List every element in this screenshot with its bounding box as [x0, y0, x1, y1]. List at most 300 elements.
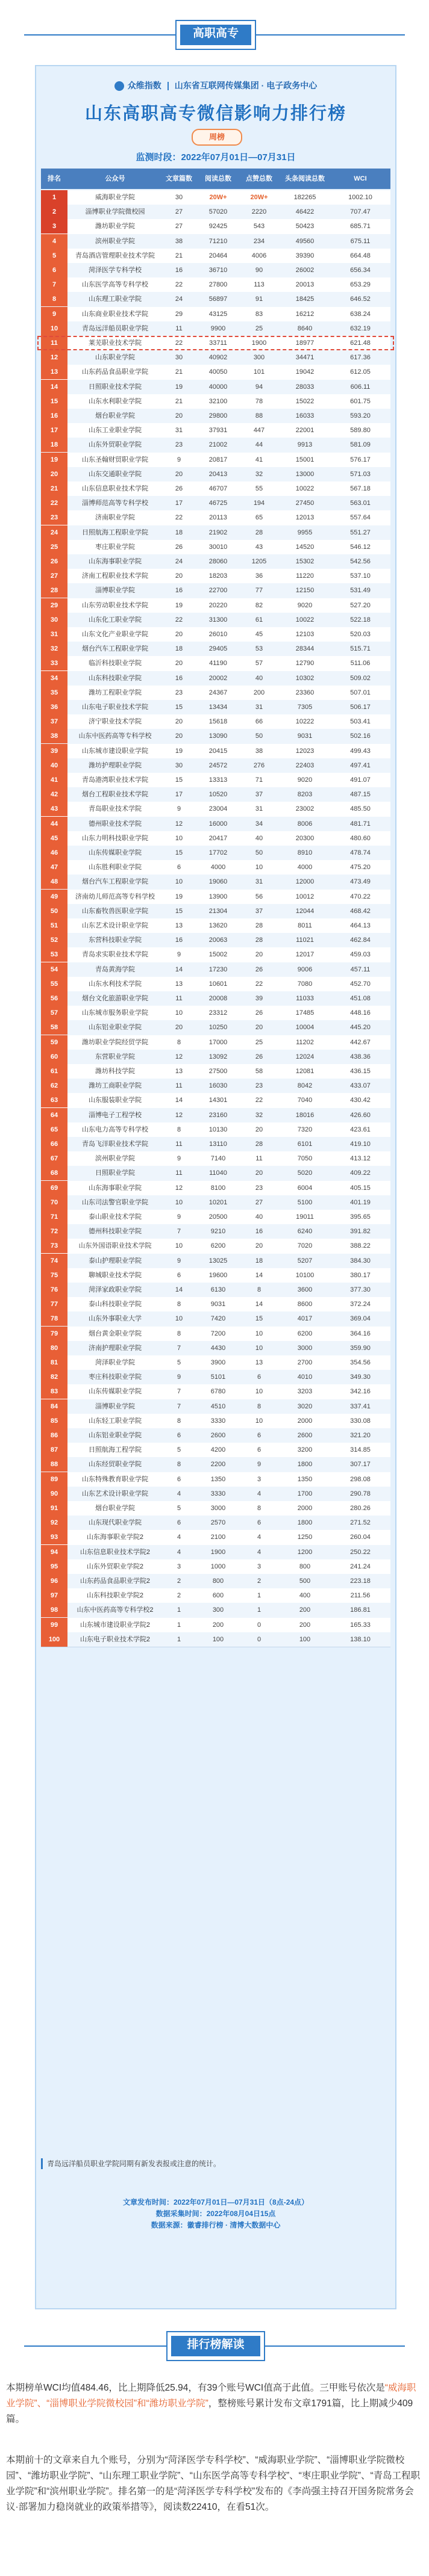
table-cell-lk: 10 — [255, 864, 263, 872]
table-cell-nm: 德州科技职业学院 — [89, 1228, 142, 1236]
table-cell-ha: 10004 — [295, 1024, 315, 1032]
table-cell-wc: 369.04 — [350, 1315, 371, 1323]
table-cell-ar: 11 — [175, 324, 183, 332]
table-cell-ha: 500 — [299, 1577, 311, 1585]
table-cell-ar: 18 — [175, 528, 183, 536]
table-row — [41, 1588, 390, 1603]
table-cell-nm: 山东理工职业学院 — [89, 296, 142, 303]
table-cell-nm: 烟台黄金职业学院 — [89, 1330, 142, 1337]
table-row — [41, 1297, 390, 1312]
table-row — [41, 1632, 390, 1647]
table-row — [41, 1050, 390, 1065]
table-cell-rk: 61 — [41, 1064, 67, 1079]
table-cell-wc: 478.74 — [350, 849, 371, 856]
table-cell-lk: 26 — [255, 1053, 263, 1060]
table-row — [41, 1501, 390, 1516]
table-cell-rk: 28 — [41, 583, 67, 598]
table-cell-ar: 20 — [175, 572, 183, 580]
table-cell-ar: 10 — [175, 878, 183, 886]
table-cell-lk: 32 — [255, 1111, 263, 1119]
table-cell-ar: 23 — [175, 441, 183, 449]
table-cell-wc: 384.30 — [350, 1257, 371, 1265]
table-cell-ha: 1800 — [297, 1519, 313, 1527]
table-cell-ar: 20 — [175, 631, 183, 638]
table-cell-rk: 29 — [41, 598, 67, 613]
table-cell-lk: 37 — [255, 791, 263, 799]
table-cell-wc: 511.06 — [350, 660, 371, 667]
table-cell-rd: 1000 — [210, 1562, 226, 1570]
table-row — [41, 1268, 390, 1283]
table-cell-ar: 19 — [175, 893, 183, 900]
table-cell-lk: 28 — [255, 528, 263, 536]
table-cell-rk: 24 — [41, 525, 67, 540]
table-cell-ar: 5 — [177, 1505, 181, 1512]
table-cell-rk: 44 — [41, 817, 67, 831]
table-cell-ha: 3600 — [297, 1286, 313, 1293]
table-cell-nm: 青岛飞洋职业技术学院 — [82, 1141, 148, 1148]
table-cell-lk: 26 — [255, 1009, 263, 1017]
table-row — [41, 1035, 390, 1050]
table-cell-wc: 470.22 — [350, 893, 371, 900]
table-cell-nm: 日照职业技术学院 — [89, 383, 142, 391]
table-cell-lk: 40 — [255, 674, 263, 682]
table-cell-nm: 潍坊工商职业学院 — [89, 1082, 142, 1090]
table-cell-wc: 342.16 — [350, 1388, 371, 1396]
table-row — [41, 554, 390, 569]
table-cell-ar: 23 — [175, 689, 183, 696]
table-cell-rk: 71 — [41, 1210, 67, 1224]
table-row — [41, 365, 390, 380]
table-cell-ar: 9 — [177, 805, 181, 813]
table-cell-lk: 38 — [255, 747, 263, 755]
table-cell-rk: 58 — [41, 1020, 67, 1035]
table-cell-ar: 38 — [175, 237, 183, 245]
table-cell-rk: 9 — [41, 307, 67, 321]
table-cell-wc: 442.67 — [350, 1038, 371, 1046]
table-row — [41, 1283, 390, 1298]
table-cell-wc: 354.56 — [350, 1359, 371, 1366]
table-cell-nm: 烟台汽车工程职业学院 — [82, 645, 148, 653]
table-row — [41, 1137, 390, 1152]
table-cell-nm: 青岛远洋船员职业学院 — [82, 324, 148, 332]
table-cell-nm: 德州职业技术学院 — [89, 820, 142, 828]
table-row — [41, 234, 390, 249]
table-cell-rk: 97 — [41, 1588, 67, 1603]
table-cell-rk: 57 — [41, 1006, 67, 1020]
table-cell-rd: 46707 — [208, 485, 228, 492]
table-cell-ha: 39390 — [295, 252, 315, 259]
table-cell-rd: 33711 — [209, 339, 227, 347]
table-cell-ar: 9 — [177, 951, 181, 959]
table-row — [41, 627, 390, 642]
table-cell-rd: 9210 — [210, 1228, 226, 1236]
table-cell-lk: 77 — [255, 587, 263, 595]
table-cell-lk: 28 — [255, 937, 263, 944]
table-cell-ha: 7020 — [297, 1242, 313, 1250]
table-cell-rk: 95 — [41, 1559, 67, 1574]
table-cell-rd: 2570 — [210, 1519, 226, 1527]
table-cell-lk: 300 — [253, 354, 265, 362]
table-cell-rk: 83 — [41, 1384, 67, 1399]
table-cell-wc: 464.13 — [350, 922, 371, 929]
table-cell-rk: 39 — [41, 744, 67, 758]
table-row — [41, 729, 390, 744]
table-cell-wc: 349.30 — [350, 1373, 371, 1381]
table-cell-ha: 9020 — [297, 601, 313, 609]
table-row — [41, 1355, 390, 1370]
column-header: 排名 — [48, 175, 61, 182]
table-row — [41, 1210, 390, 1225]
table-cell-rk: 3 — [41, 219, 67, 234]
table-cell-ar: 17 — [175, 500, 183, 507]
table-cell-wc: 601.75 — [350, 397, 371, 405]
table-cell-ar: 4 — [177, 1490, 181, 1497]
table-cell-wc: 260.04 — [350, 1534, 371, 1541]
table-row — [41, 277, 390, 293]
table-cell-ar: 15 — [175, 776, 183, 784]
table-cell-lk: 8 — [257, 1505, 261, 1512]
table-cell-nm: 济南职业学院 — [95, 514, 135, 522]
table-cell-lk: 3 — [257, 1475, 261, 1483]
table-cell-nm: 山东工业职业学院 — [89, 427, 142, 435]
table-cell-rk: 31 — [41, 627, 67, 642]
table-cell-nm: 烟台职业学院 — [95, 1505, 135, 1512]
table-cell-lk: 101 — [253, 368, 265, 376]
table-cell-lk: 50 — [255, 849, 263, 856]
table-cell-rk: 35 — [41, 686, 67, 700]
table-cell-rk: 37 — [41, 714, 67, 729]
table-cell-ha: 9955 — [297, 528, 313, 536]
table-cell-rd: 3330 — [210, 1490, 226, 1497]
table-cell-rk: 26 — [41, 554, 67, 569]
table-row — [41, 394, 390, 409]
table-cell-rk: 30 — [41, 613, 67, 627]
table-cell-rk: 80 — [41, 1341, 67, 1355]
table-cell-ha: 10100 — [295, 1271, 315, 1279]
table-cell-rk: 15 — [41, 394, 67, 409]
table-cell-rk: 38 — [41, 729, 67, 743]
table-cell-ha: 12024 — [295, 1053, 315, 1060]
table-cell-wc: 448.16 — [350, 1009, 371, 1017]
table-cell-rd: 17000 — [208, 1038, 228, 1046]
table-row — [41, 1064, 390, 1079]
table-cell-wc: 491.07 — [350, 776, 371, 784]
table-cell-rk: 46 — [41, 846, 67, 860]
table-cell-rk: 47 — [41, 860, 67, 875]
table-row — [41, 1399, 390, 1414]
table-cell-rd: 23312 — [208, 1009, 228, 1017]
table-cell-lk: 83 — [255, 310, 263, 318]
table-cell-lk: 2 — [257, 1577, 261, 1585]
table-cell-rd: 24572 — [208, 761, 228, 769]
table-cell-rd: 23160 — [208, 1111, 228, 1119]
table-row — [41, 787, 390, 802]
table-cell-ha: 8006 — [297, 820, 313, 828]
table-cell-nm: 山东海事职业学院 — [89, 558, 142, 565]
table-cell-rk: 99 — [41, 1618, 67, 1632]
table-cell-wc: 497.41 — [350, 761, 371, 769]
table-cell-ar: 19 — [175, 601, 183, 609]
table-row — [41, 321, 390, 336]
table-cell-ha: 20300 — [295, 834, 315, 842]
table-cell-nm: 山东城市建设职业学院2 — [80, 1621, 151, 1629]
table-row — [41, 1108, 390, 1123]
table-cell-rk: 62 — [41, 1079, 67, 1093]
table-cell-wc: 337.41 — [350, 1402, 371, 1410]
table-cell-ha: 10222 — [295, 718, 315, 726]
table-cell-lk: 20 — [255, 951, 263, 959]
table-cell-ar: 30 — [175, 194, 183, 201]
table-cell-nm: 淄博电子工程学校 — [89, 1111, 142, 1119]
table-cell-rk: 89 — [41, 1472, 67, 1487]
table-cell-ar: 18 — [175, 645, 183, 653]
table-cell-lk: 234 — [253, 237, 265, 245]
table-cell-rk: 79 — [41, 1327, 67, 1341]
table-cell-lk: 10 — [255, 1344, 263, 1352]
table-cell-ha: 400 — [299, 1592, 311, 1600]
table-cell-rk: 73 — [41, 1239, 67, 1253]
table-cell-ar: 9 — [177, 1155, 181, 1163]
table-cell-rk: 53 — [41, 947, 67, 962]
table-cell-rd: 10201 — [208, 1198, 228, 1206]
table-cell-ar: 8 — [177, 1125, 181, 1133]
table-cell-rk: 13 — [41, 365, 67, 379]
table-cell-nm: 山东电力高等专科学校 — [82, 1125, 148, 1133]
table-cell-ar: 1 — [177, 1635, 181, 1643]
table-row — [41, 510, 390, 525]
table-cell-rd: 13313 — [208, 776, 228, 784]
table-cell-lk: 15 — [255, 1315, 263, 1323]
table-cell-nm: 山东外贸职业学院2 — [86, 1562, 144, 1570]
table-cell-rk: 34 — [41, 671, 67, 686]
table-cell-ha: 5207 — [297, 1257, 313, 1265]
table-cell-lk: 11 — [255, 1155, 263, 1163]
table-cell-lk: 90 — [255, 267, 263, 274]
table-cell-ha: 10022 — [295, 485, 315, 492]
table-cell-ha: 4017 — [297, 1315, 313, 1323]
table-cell-ar: 24 — [175, 296, 183, 303]
table-cell-ar: 20 — [175, 732, 183, 740]
table-cell-lk: 44 — [255, 441, 263, 449]
table-cell-wc: 656.34 — [350, 267, 371, 274]
table-cell-lk: 6 — [257, 1519, 261, 1527]
table-row — [41, 453, 390, 468]
table-cell-nm: 山东城市服务职业学院 — [82, 1009, 148, 1017]
table-cell-lk: 4 — [257, 1548, 261, 1556]
table-cell-ha: 5100 — [297, 1198, 313, 1206]
table-cell-lk: 543 — [253, 223, 265, 231]
table-cell-ha: 3020 — [297, 1402, 313, 1410]
table-cell-lk: 34 — [255, 820, 263, 828]
table-cell-rd: 4000 — [210, 864, 226, 872]
table-cell-rk: 69 — [41, 1181, 67, 1195]
table-cell-ha: 12150 — [295, 587, 315, 595]
table-cell-ar: 10 — [175, 1198, 183, 1206]
section-title: 高职高专 — [180, 25, 251, 45]
table-cell-rk: 75 — [41, 1268, 67, 1283]
table-cell-ha: 11033 — [296, 995, 314, 1002]
table-cell-lk: 28 — [255, 1141, 263, 1148]
table-cell-nm: 济南幼儿师范高等专科学校 — [75, 893, 155, 900]
table-cell-rd: 31300 — [208, 616, 228, 624]
table-cell-rd: 7140 — [210, 1155, 226, 1163]
table-cell-wc: 211.56 — [350, 1592, 371, 1600]
table-cell-rk: 49 — [41, 890, 67, 904]
table-cell-rk: 54 — [41, 962, 67, 977]
table-cell-rk: 25 — [41, 540, 67, 554]
table-cell-wc: 401.19 — [350, 1198, 371, 1206]
table-row — [41, 1122, 390, 1138]
table-cell-rk: 7 — [41, 277, 67, 292]
table-cell-rd: 16000 — [208, 820, 228, 828]
table-cell-nm: 山东交通职业学院 — [89, 470, 142, 478]
table-cell-rd: 24367 — [208, 689, 228, 696]
table-cell-lk: 78 — [255, 397, 263, 405]
table-cell-rk: 81 — [41, 1355, 67, 1370]
table-cell-ar: 8 — [177, 1461, 181, 1469]
table-cell-lk: 39 — [255, 995, 263, 1002]
table-row — [41, 991, 390, 1006]
table-cell-ar: 31 — [175, 427, 183, 435]
table-row — [41, 1516, 390, 1531]
table-cell-rd: 20464 — [208, 252, 228, 259]
table-cell-rk: 76 — [41, 1283, 67, 1297]
table-cell-ha: 11220 — [296, 572, 314, 580]
table-row — [41, 292, 390, 307]
table-cell-rd: 10601 — [208, 980, 228, 988]
table-cell-nm: 潍坊护理职业学院 — [89, 761, 142, 769]
table-cell-ar: 13 — [175, 922, 183, 929]
table-cell-rd: 20W+ — [209, 194, 227, 201]
table-cell-rk: 45 — [41, 831, 67, 846]
table-cell-lk: 194 — [253, 500, 265, 507]
table-cell-nm: 山东劳动职业技术学院 — [82, 601, 148, 609]
table-cell-ar: 6 — [177, 864, 181, 872]
table-cell-rk: 86 — [41, 1428, 67, 1443]
table-cell-ha: 4010 — [297, 1373, 313, 1381]
table-cell-ha: 13000 — [295, 470, 315, 478]
table-cell-rd: 23004 — [208, 805, 228, 813]
table-cell-rd: 10520 — [208, 791, 228, 799]
table-cell-ar: 9 — [177, 456, 181, 463]
table-cell-rk: 51 — [41, 918, 67, 933]
table-cell-wc: 509.02 — [350, 674, 371, 682]
table-cell-wc: 391.82 — [350, 1228, 371, 1236]
table-cell-rd: 29405 — [208, 645, 228, 653]
table-cell-rd: 100 — [212, 1635, 224, 1643]
table-cell-nm: 山东电子职业技术学院2 — [80, 1635, 151, 1643]
table-cell-rk: 10 — [41, 321, 67, 336]
table-cell-rd: 32100 — [208, 397, 228, 405]
table-cell-nm: 山东城市建设职业学院 — [82, 747, 148, 755]
table-row — [41, 817, 390, 832]
table-cell-lk: 94 — [255, 383, 263, 391]
interpretation-header — [0, 2328, 429, 2364]
table-cell-wc: 405.15 — [350, 1184, 371, 1192]
table-cell-nm: 山东铝业职业学院 — [89, 1432, 142, 1439]
table-cell-ar: 12 — [175, 1111, 183, 1119]
table-row — [41, 1443, 390, 1458]
table-cell-rk: 63 — [41, 1093, 67, 1107]
table-cell-lk: 447 — [253, 427, 265, 435]
interpretation-paragraph-1 — [6, 2380, 423, 2427]
table-cell-lk: 82 — [255, 601, 263, 609]
table-cell-rk: 66 — [41, 1137, 67, 1151]
table-cell-nm: 枣庄科技职业学院 — [89, 1373, 142, 1381]
table-cell-wc: 542.56 — [350, 558, 371, 565]
table-cell-ha: 23360 — [295, 689, 315, 696]
table-cell-rk: 5 — [41, 249, 67, 263]
table-cell-ha: 20013 — [295, 281, 315, 289]
table-cell-lk: 55 — [255, 485, 263, 492]
table-cell-nm: 日照航海工程职业学院 — [82, 528, 148, 536]
column-header: 点赞总数 — [246, 175, 272, 182]
table-cell-lk: 23 — [255, 1082, 263, 1090]
table-cell-nm: 山东医学高等专科学校 — [82, 281, 148, 289]
table-cell-nm: 日照职业学院 — [95, 1169, 135, 1177]
table-cell-ar: 8 — [177, 1330, 181, 1337]
table-cell-ar: 6 — [177, 1519, 181, 1527]
table-cell-nm: 济宁职业技术学院 — [89, 718, 142, 726]
table-cell-ha: 28033 — [295, 383, 315, 391]
table-row — [41, 933, 390, 948]
table-cell-rk: 87 — [41, 1443, 67, 1457]
table-cell-rd: 16030 — [208, 1082, 228, 1090]
poster-org — [36, 79, 395, 91]
table-row — [41, 1428, 390, 1443]
table-row — [41, 1079, 390, 1094]
table-cell-ha: 11021 — [296, 937, 314, 944]
table-cell-nm: 烟台工程职业技术学院 — [82, 791, 148, 799]
table-row — [41, 758, 390, 773]
table-cell-nm: 山东文化产业职业学院 — [82, 631, 148, 638]
table-cell-ar: 15 — [175, 849, 183, 856]
table-cell-ha: 200 — [299, 1606, 311, 1614]
table-row — [41, 642, 390, 657]
table-cell-wc: 436.15 — [350, 1068, 371, 1075]
table-cell-rd: 7200 — [210, 1330, 226, 1337]
table-cell-wc: 707.47 — [350, 208, 371, 216]
table-row — [41, 947, 390, 962]
table-cell-ha: 800 — [299, 1562, 311, 1570]
table-cell-rd: 27500 — [208, 1068, 228, 1075]
table-cell-lk: 1 — [257, 1606, 261, 1614]
table-cell-ha: 15022 — [295, 397, 315, 405]
table-cell-rd: 57020 — [208, 208, 228, 216]
table-row — [41, 700, 390, 715]
table-cell-wc: 638.24 — [350, 310, 371, 318]
table-cell-rd: 36710 — [208, 267, 228, 274]
table-cell-ar: 26 — [175, 543, 183, 551]
table-cell-ha: 5020 — [297, 1169, 313, 1177]
table-cell-ar: 20 — [175, 470, 183, 478]
table-cell-ha: 200 — [299, 1621, 311, 1629]
table-cell-nm: 泰山护理职业学院 — [89, 1257, 142, 1265]
table-cell-lk: 25 — [255, 1038, 263, 1046]
table-cell-nm: 济南工程职业技术学院 — [82, 572, 148, 580]
table-cell-rd: 13025 — [208, 1257, 228, 1265]
table-cell-rd: 46725 — [208, 500, 228, 507]
table-cell-rd: 13620 — [208, 922, 228, 929]
brand-logo-icon — [114, 81, 124, 91]
table-cell-nm: 青岛港湾职业技术学院 — [82, 776, 148, 784]
table-cell-rd: 20063 — [208, 937, 228, 944]
table-cell-ha: 22403 — [295, 761, 315, 769]
table-cell-ar: 11 — [175, 1169, 183, 1177]
table-cell-lk: 1 — [257, 1592, 261, 1600]
table-row — [41, 1574, 390, 1589]
table-row — [41, 846, 390, 861]
